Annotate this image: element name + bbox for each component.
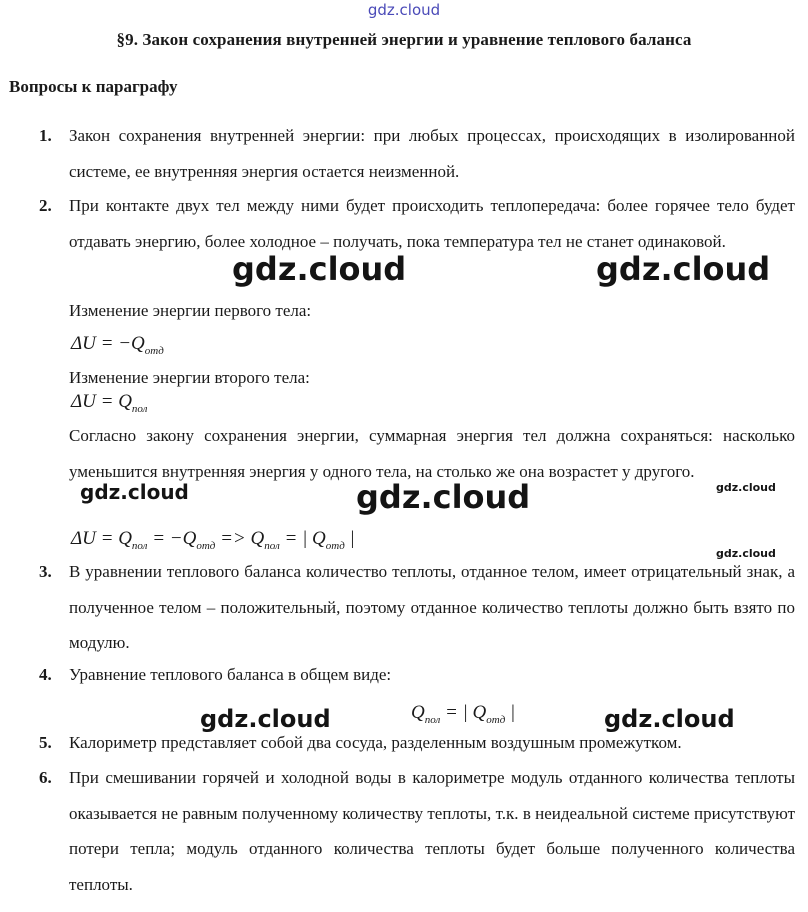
watermark: gdz.cloud [80,480,189,504]
watermark-top: gdz.cloud [367,1,441,19]
item-text-5: Калориметр представляет собой два сосуда, разделенным воздушным промежутком. [69,733,682,752]
watermark: gdz.cloud [356,478,531,516]
item-text-1: Закон сохранения внутренней энергии: при любых процессах, происходящих в изолированной системе, ее внутренняя энергия остается неизменной. [69,126,795,181]
item-text-2-conservation: Согласно закону сохранения энергии, суммарная энергия тел должна сохраняться: насколько уменьшится внутренняя энергия у одного тела, на столько же она возрастет у другого. [69,426,795,481]
item-number-4: 4. [39,665,52,684]
watermark: gdz.cloud [716,481,776,494]
formula-heat-balance: $Q_{пол}$ = | $Q_{отд}$ | [411,702,516,726]
item-2-line-second-body: Изменение энергии второго тела: [69,368,310,387]
watermark: gdz.cloud [200,705,331,733]
formula-balance-derivation: $\Delta U = Q_{пол} = -Q_{отд} => Q_{пол}$ = | $Q_{отд}$ | [71,528,355,552]
watermark: gdz.cloud [232,250,407,288]
item-text-6: При смешивании горячей и холодной воды в калориметре модуль отданного количества теплоты оказывается не равным полученному количеству теплоты, т.к. в неидеальной системе присутствуют потери тепла; модуль отданного количества теплоты будет больше полученного количества теплоты. [69,768,795,894]
item-number-5: 5. [39,733,52,752]
section-subtitle: Вопросы к параграфу [9,77,178,96]
item-number-3: 3. [39,562,52,581]
item-number-1: 1. [39,126,52,145]
watermark: gdz.cloud [716,547,776,560]
formula-delta-u-second: $\Delta U = Q_{пол}$ [71,391,148,415]
item-text-4: Уравнение теплового баланса в общем виде: [69,665,392,684]
item-text-2: При контакте двух тел между ними будет происходить теплопередача: более горячее тело будет отдавать энергию, более холодное – получать, пока температура тел не станет одинаковой. [69,196,795,251]
formula-delta-u-first: $\Delta U = -Q_{отд}$ [71,333,164,357]
page-title: §9. Закон сохранения внутренней энергии и уравнение теплового баланса [116,30,692,49]
item-number-6: 6. [39,768,52,787]
watermark: gdz.cloud [604,705,735,733]
item-2-line-first-body: Изменение энергии первого тела: [69,301,312,320]
item-text-3: В уравнении теплового баланса количество теплоты, отданное телом, имеет отрицательный знак, а полученное телом – положительный, поэтому отданное количество теплоты должно быть взято по модулю. [69,562,795,652]
watermark: gdz.cloud [596,250,771,288]
item-number-2: 2. [39,196,52,215]
